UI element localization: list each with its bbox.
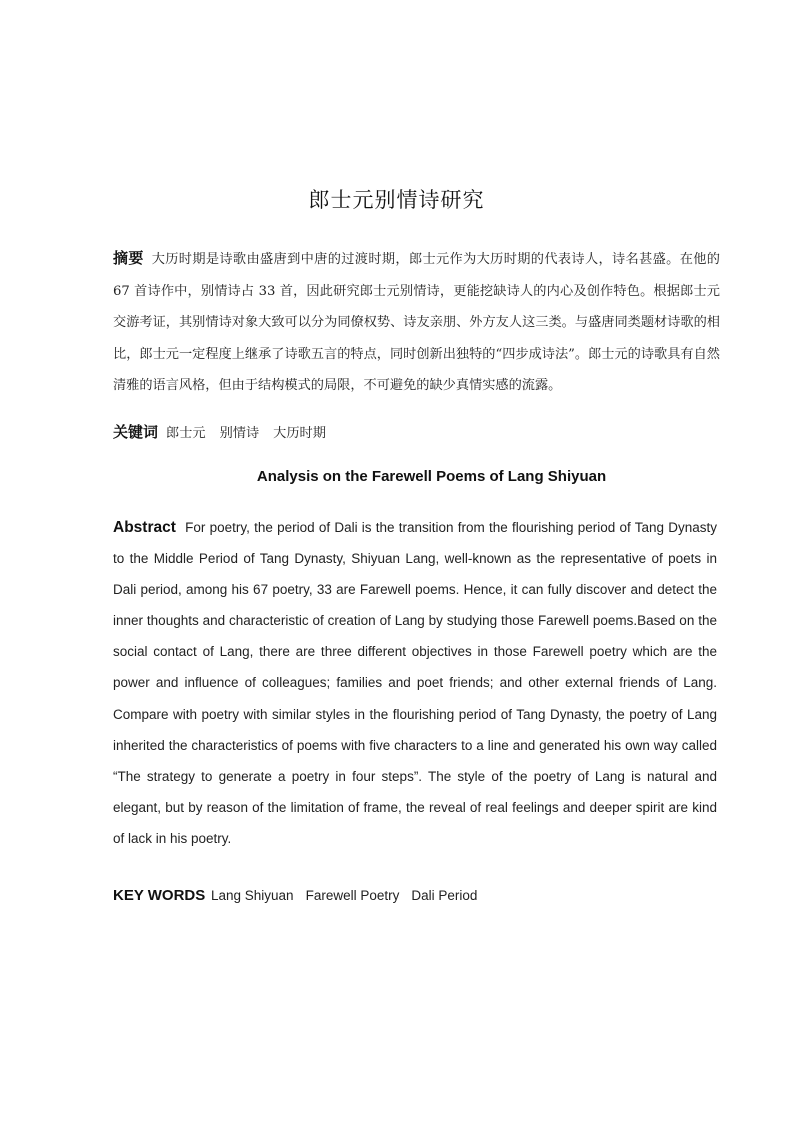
chinese-keyword: 郎士元 bbox=[166, 426, 206, 441]
english-keywords-label: KEY WORDS bbox=[113, 887, 206, 904]
chinese-keyword: 大历时期 bbox=[273, 426, 326, 441]
english-abstract-text: For poetry, the period of Dali is the transition from the flourishing period of Tang Dynasty to the Middle Period of Tang Dynasty, Shiyuan Lang, well-known as the representative of poets in Dali period, among his 67 poetry, 33 are Farewell poems. Hence, it can fully discover and detect the inner thoughts and characteristic of creation of Lang by studying those Farewell poems.Based on the social contact of Lang, there are three different objectives in those Farewell poetry which are the power and influence of colleagues; families and poet friends; and other external friends of Lang. Compare with poetry with similar styles in the flourishing period of Tang Dynasty, the poetry of Lang inherited the characteristics of poems with five characters to a line and generated his own way called “The strategy to generate a poetry in four steps”. The style of the poetry of Lang is natural and elegant, but by reason of the limitation of frame, the reveal of real feelings and deeper spirit are kind of lack in his poetry. bbox=[113, 520, 717, 846]
english-title: Analysis on the Farewell Poems of Lang Shiyuan bbox=[256, 468, 607, 485]
english-abstract-label: Abstract bbox=[113, 519, 176, 536]
chinese-title: 郎士元别情诗研究 bbox=[308, 188, 485, 212]
english-keyword: Lang Shiyuan bbox=[211, 888, 294, 903]
chinese-keywords bbox=[113, 420, 720, 446]
chinese-abstract-label: 摘要 bbox=[113, 249, 144, 267]
chinese-keywords-label: 关键词 bbox=[113, 423, 159, 441]
chinese-keyword: 别情诗 bbox=[219, 426, 260, 441]
english-keywords bbox=[113, 884, 720, 908]
english-keyword: Dali Period bbox=[411, 888, 478, 903]
chinese-abstract bbox=[113, 243, 720, 402]
english-abstract bbox=[113, 512, 717, 854]
chinese-abstract-text: 大历时期是诗歌由盛唐到中唐的过渡时期，郎士元作为大历时期的代表诗人，诗名甚盛。在他的 67 首诗作中，别情诗占 33 首，因此研究郎士元别情诗，更能挖缺诗人的内心及创作特色。根据郎士元交游考证，其别情诗对象大致可以分为同僚权势、诗友亲朋、外方友人这三类。与盛唐同类题材诗歌的相比，郎士元一定程度上继承了诗歌五言的特点，同时创新出独特的“四步成诗法”。郎士元的诗歌具有自然清雅的语言风格，但由于结构模式的局限，不可避免的缺少真情实感的流露。 bbox=[113, 252, 720, 393]
english-keyword: Farewell Poetry bbox=[305, 888, 400, 903]
